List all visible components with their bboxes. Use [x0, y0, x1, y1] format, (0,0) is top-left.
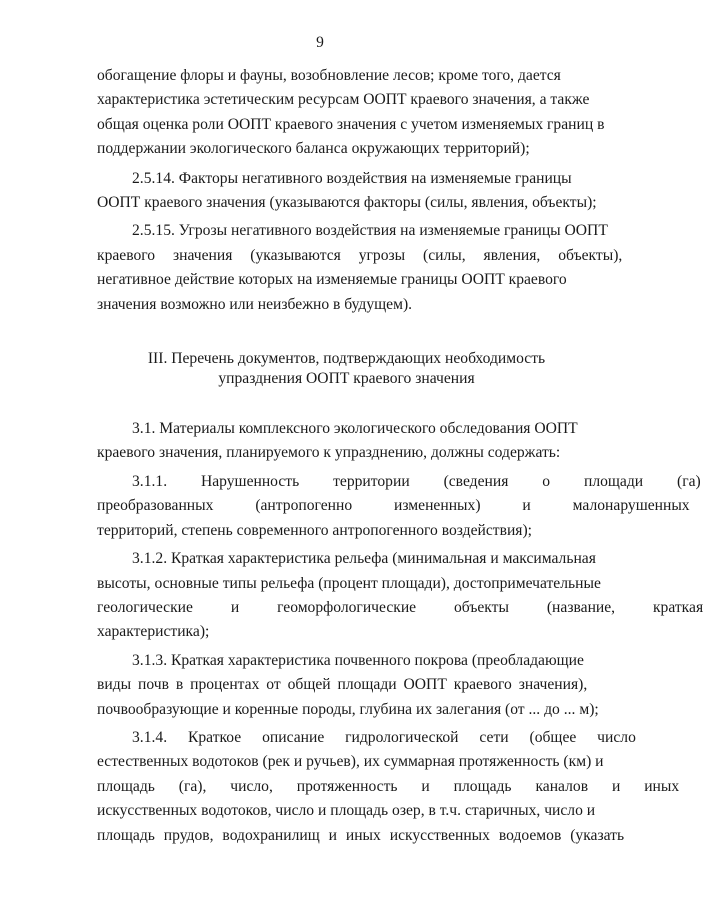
section-title: [97, 349, 596, 389]
text-line: краевого значения, планируемого к упразднению, должны содержать:: [97, 444, 561, 462]
text-line: 3.1.1. Нарушенность территории (сведения о площади (га): [132, 472, 701, 490]
text-line: преобразованных (антропогенно измененных) и малонарушенных: [97, 497, 690, 515]
paragraph-3-1-2-cont: [97, 572, 703, 645]
paragraph-3-1: [97, 417, 596, 441]
text-line: 2.5.15. Угрозы негативного воздействия на изменяемые границы ООПТ: [132, 222, 608, 240]
paragraph-2-5-14-cont: [97, 191, 596, 215]
text-line: общая оценка роли ООПТ краевого значения с учетом изменяемых границ в: [97, 115, 605, 133]
text-line: искусственных водотоков, число и площадь озер, в т.ч. старичных, число и: [97, 802, 596, 820]
text-line: 3.1. Материалы комплексного экологического обследования ООПТ: [132, 420, 578, 438]
text-line: территорий, степень современного антропогенного воздействия);: [97, 521, 533, 539]
paragraph-2-5-15-cont: [97, 244, 623, 317]
paragraph-2-5-15: [97, 219, 608, 243]
text-line: площадь (га), число, протяженность и площадь каналов и иных: [97, 777, 680, 795]
text-line: виды почв в процентах от общей площади ООПТ краевого значения),: [97, 676, 588, 694]
paragraph-3-1-4-cont: [97, 750, 680, 848]
paragraph-3-1-4: [97, 726, 636, 750]
text-line: площадь прудов, водохранилищ и иных искусственных водоемов (указать: [97, 826, 625, 844]
paragraph-3-1-1-cont: [97, 494, 690, 543]
text-line: геологические и геоморфологические объекты (название, краткая: [97, 598, 703, 616]
paragraph-3-1-cont: [97, 441, 596, 465]
page-number: 9: [316, 34, 324, 51]
paragraph-3-1-3-cont: [97, 673, 599, 722]
text-line: почвообразующие и коренные породы, глубина их залегания (от ... до ... м);: [97, 700, 599, 718]
text-line: обогащение флоры и фауны, возобновление лесов; кроме того, дается: [97, 67, 561, 84]
paragraph-2-5-14: [97, 167, 596, 191]
paragraph-3-1-1: [97, 470, 701, 494]
text-line: характеристика эстетическим ресурсам ООПТ краевого значения, а также: [97, 91, 590, 109]
text-line: краевого значения (указываются угрозы (силы, явления, объекты),: [97, 246, 623, 264]
paragraph-intro-continuation: [97, 64, 605, 162]
paragraph-3-1-2: [97, 547, 596, 571]
document-body: [97, 64, 703, 848]
text-line: 3.1.2. Краткая характеристика рельефа (минимальная и максимальная: [132, 550, 596, 568]
text-line: значения возможно или неизбежно в будущем).: [97, 295, 413, 313]
text-line: 2.5.14. Факторы негативного воздействия на изменяемые границы: [132, 169, 572, 187]
text-line: 3.1.3. Краткая характеристика почвенного покрова (преобладающие: [132, 651, 584, 669]
text-line: ООПТ краевого значения (указываются факторы (силы, явления, объекты);: [97, 194, 597, 212]
text-line: поддержании экологического баланса окружающих территорий);: [97, 140, 530, 158]
section-title-line: III. Перечень документов, подтверждающих необходимость: [147, 350, 546, 368]
text-line: характеристика);: [97, 623, 210, 641]
paragraph-3-1-3: [97, 649, 596, 673]
text-line: 3.1.4. Краткое описание гидрологической сети (общее число: [132, 728, 636, 746]
text-line: негативное действие которых на изменяемые границы ООПТ краевого: [97, 271, 567, 289]
section-title-line: упразднения ООПТ краевого значения: [218, 370, 475, 388]
text-line: высоты, основные типы рельефа (процент площади), достопримечательные: [97, 574, 601, 592]
text-line: естественных водотоков (рек и ручьев), их суммарная протяженность (км) и: [97, 753, 604, 771]
